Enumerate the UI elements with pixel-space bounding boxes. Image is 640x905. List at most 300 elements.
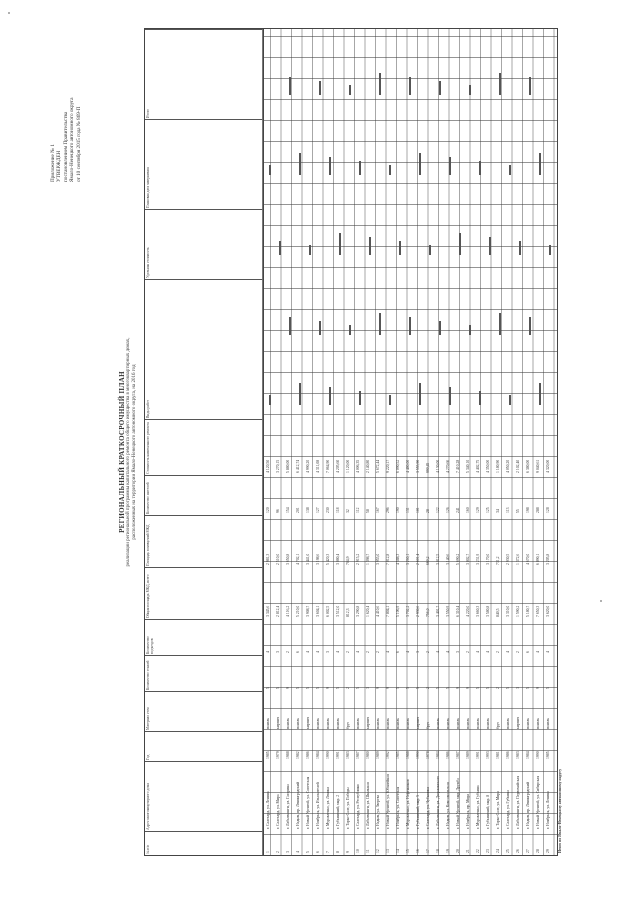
table-cell: 7 012,8	[386, 553, 390, 565]
table-cell: панель	[506, 717, 510, 729]
table-cell: 5	[486, 687, 490, 689]
scan-mark	[429, 245, 431, 255]
table-cell: 1984	[316, 751, 320, 759]
table-cell: кирпич	[276, 717, 280, 729]
table-cell: 1979	[276, 751, 280, 759]
table-cell: 118	[336, 507, 340, 513]
table-cell: 3 080,4	[336, 553, 340, 565]
table-cell: панель	[456, 717, 460, 729]
table-row	[285, 29, 295, 855]
table-cell: 9 220,17	[386, 459, 390, 473]
table-cell: 5	[416, 687, 420, 689]
table-cell: 1985	[546, 751, 550, 759]
table-cell: 3 512,0	[336, 605, 340, 617]
table-cell: 2 510,0	[276, 553, 280, 565]
table-cell: 7 410,28	[456, 459, 460, 473]
table-cell: 9	[456, 687, 460, 689]
table-cell: 296	[386, 507, 390, 513]
table-cell: 4	[336, 651, 340, 653]
table-cell: 58	[366, 509, 370, 513]
approval-line: Приложение № 1	[50, 144, 56, 182]
table-row	[415, 29, 425, 855]
table-cell: 1987	[456, 751, 460, 759]
scan-mark	[269, 165, 271, 175]
table-cell: 4	[536, 651, 540, 653]
table-cell: 1988	[406, 751, 410, 759]
table-cell: панель	[296, 717, 300, 729]
scan-mark	[449, 387, 451, 405]
table-cell: 6	[396, 651, 400, 653]
scan-mark	[279, 241, 281, 255]
table-cell: 5	[546, 687, 550, 689]
table-cell: 1 120,00	[346, 459, 350, 473]
table-cell: 1993	[486, 751, 490, 759]
table-cell: 4	[486, 651, 490, 653]
table-cell: 5 880,00	[286, 459, 290, 473]
table-cell: 4	[436, 651, 440, 653]
table-cell: 28	[536, 849, 540, 853]
table-cell: 5 690,2	[456, 553, 460, 565]
table-row	[455, 29, 465, 855]
table-cell: 127	[316, 507, 320, 513]
table-cell: 13	[386, 849, 390, 853]
table-row	[475, 29, 485, 855]
table-cell: г. Салехард, ул. Мира	[276, 794, 280, 829]
table-cell: 96	[276, 509, 280, 513]
table-cell: 3 345,6	[266, 605, 270, 617]
table-cell: г. Лабытнанги, ул. Первомайская	[516, 775, 520, 829]
table-cell: панель	[396, 717, 400, 729]
table-cell: 1 180,90	[496, 459, 500, 473]
table-cell: 3 205,8	[546, 553, 550, 565]
table-cell: 5	[306, 687, 310, 689]
header-cell: Материал стен	[145, 691, 263, 731]
table-cell: 27	[526, 849, 530, 853]
table-cell: 3 955,0	[376, 553, 380, 565]
table-cell: 1985	[396, 751, 400, 759]
scan-mark	[469, 325, 471, 335]
table-cell: 2	[276, 851, 280, 853]
table-row	[465, 29, 475, 855]
table-cell: 6 090,52	[396, 459, 400, 473]
table-cell: 1987	[356, 751, 360, 759]
table-cell: 3 604,1	[316, 605, 320, 617]
table-cell: 4 311,08	[316, 459, 320, 473]
table-cell: панель	[526, 717, 530, 729]
table-cell: 1991	[336, 751, 340, 759]
scan-speck	[8, 12, 10, 14]
table-cell: 4 220,0	[466, 605, 470, 617]
table-cell: кирпич	[306, 717, 310, 729]
table-cell: 32	[346, 509, 350, 513]
table-cell: 1986	[506, 751, 510, 759]
table-cell: г. Новый Уренгой, ул. Советская	[306, 776, 310, 829]
table-cell: 756,0	[426, 608, 430, 617]
table-cell: 167	[376, 507, 380, 513]
table-cell: 10	[356, 849, 360, 853]
header-cell: № п/п	[145, 831, 263, 855]
table-cell: 2 812,4	[276, 605, 280, 617]
table-row	[335, 29, 345, 855]
table-cell: 125	[486, 507, 490, 513]
header-cell: Удельная стоимость	[145, 209, 263, 279]
table-cell: 2	[516, 651, 520, 653]
table-cell: 1988	[286, 751, 290, 759]
table-cell: 5	[316, 687, 320, 689]
table-row	[345, 29, 355, 855]
table-cell: г. Новый Уренгой, мкр. Дружба	[456, 778, 460, 829]
table-cell: 4 402,75	[476, 459, 480, 473]
table-cell: г. Надым, ул. Зверева	[376, 794, 380, 829]
scan-mark	[389, 165, 391, 175]
table-cell: 3	[276, 651, 280, 653]
table-cell: 7 804,1	[386, 605, 390, 617]
table-cell: 4	[506, 651, 510, 653]
table-cell: 6	[316, 851, 320, 853]
scan-mark	[539, 383, 541, 405]
document-subtitle: расположенных на территории Ямало-Ненецкого автономного округа, на 2016 год	[132, 364, 137, 540]
table-cell: 4 588,3	[396, 553, 400, 565]
table-cell: 34	[496, 509, 500, 513]
scan-speck	[600, 600, 602, 602]
table-cell: 5	[396, 687, 400, 689]
table-cell: 3 270,15	[276, 459, 280, 473]
table-cell: панель	[406, 717, 410, 729]
table-cell: 9	[386, 687, 390, 689]
table-cell: 840,5	[496, 608, 500, 617]
table-cell: 3 231,9	[476, 553, 480, 565]
table-cell: 4 205,60	[336, 459, 340, 473]
table-cell: 5	[336, 687, 340, 689]
table-cell: г. Салехард, ул. Губкина	[506, 790, 510, 829]
table-cell: 4 350,00	[486, 459, 490, 473]
scan-mark	[389, 395, 391, 405]
table-cell: 11	[366, 849, 370, 853]
table-cell: 5	[436, 687, 440, 689]
table-cell: 1984	[436, 751, 440, 759]
table-cell: г. Тарко-Сале, ул. Мира	[496, 791, 500, 829]
table-cell: 25	[506, 849, 510, 853]
table-cell: панель	[386, 717, 390, 729]
table-cell: г. Ноябрьск, ул. Изыскателей	[316, 782, 320, 829]
table-row	[515, 29, 525, 855]
scan-mark	[509, 165, 511, 175]
table-cell: панель	[336, 717, 340, 729]
scan-mark	[439, 81, 441, 95]
table-cell: г. Салехард, ул. Республики	[356, 784, 360, 829]
table-cell: 126	[446, 507, 450, 513]
table-cell: 1 590,2	[516, 605, 520, 617]
approval-block	[50, 32, 82, 182]
table-cell: 4	[476, 651, 480, 653]
table-cell: 5 210,0	[296, 605, 300, 617]
table-cell: 990,45	[426, 462, 430, 473]
table-cell: 8	[336, 851, 340, 853]
header-cell: Количество жителей	[145, 475, 263, 515]
table-cell: 1983	[516, 751, 520, 759]
table-cell: 9 040,61	[536, 459, 540, 473]
scan-mark	[359, 161, 361, 175]
table-cell: 2	[366, 651, 370, 653]
table-cell: 1992	[386, 751, 390, 759]
table-cell: 9	[466, 687, 470, 689]
table-cell: 3	[326, 651, 330, 653]
table-row	[545, 29, 555, 855]
table-cell: панель	[476, 717, 480, 729]
header-cell: Общая площадь МКД, всего	[145, 567, 263, 619]
scan-mark	[299, 383, 301, 405]
table-cell: 6 380,00	[526, 459, 530, 473]
table-cell: 1985	[266, 751, 270, 759]
scan-mark	[399, 241, 401, 255]
table-cell: 5	[406, 687, 410, 689]
table-cell: 1990	[416, 751, 420, 759]
table-cell: 1986	[446, 751, 450, 759]
scan-mark	[319, 81, 321, 95]
table-cell: 55	[516, 509, 520, 513]
table-cell: 5 672,44	[376, 459, 380, 473]
scan-mark	[459, 233, 461, 255]
table-cell: 5	[476, 687, 480, 689]
table-cell: 1986	[306, 751, 310, 759]
table-cell: 1	[266, 851, 270, 853]
table-row	[445, 29, 455, 855]
header-cell: Стоимость капитального ремонта	[145, 419, 263, 475]
table-cell: кирпич	[366, 717, 370, 729]
scan-mark	[379, 313, 381, 335]
table-cell: 16	[416, 849, 420, 853]
total-row	[557, 29, 567, 855]
table-cell: 128	[546, 507, 550, 513]
table-row	[495, 29, 505, 855]
approval-line: постановлением Правительства	[62, 111, 69, 182]
table-cell: 9	[376, 687, 380, 689]
table-cell: 660,2	[426, 556, 430, 565]
approval-line: Ямало-Ненецкого автономного округа	[69, 97, 76, 182]
table-cell: 3 401,7	[436, 605, 440, 617]
table-cell: г. Муравленко, ул. Губкина	[476, 785, 480, 829]
table-cell: 129	[476, 507, 480, 513]
table-cell: 2	[346, 687, 350, 689]
scan-mark	[289, 77, 291, 95]
table-cell: 4 120,50	[266, 459, 270, 473]
table-cell: 3 555,90	[416, 459, 420, 473]
table-row	[435, 29, 445, 855]
table-cell: 5 420,3	[326, 553, 330, 565]
plan-table	[144, 28, 562, 856]
table-cell: панель	[356, 717, 360, 729]
table-cell: 17	[426, 849, 430, 853]
table-cell: 4 006,35	[356, 459, 360, 473]
scan-mark	[499, 73, 501, 95]
scan-mark	[419, 153, 421, 175]
table-cell: г. Муравленко, ул. Ленина	[326, 786, 330, 829]
scan-mark	[349, 85, 351, 95]
table-cell: 4	[266, 651, 270, 653]
table-cell: 4 116,2	[286, 605, 290, 617]
table-cell: панель	[286, 717, 290, 729]
document-subtitle: реализации региональной программы капитального ремонта общего имущества в многоквартирных домах,	[126, 337, 131, 567]
table-cell: г. Ноябрьск, пр. Мира	[466, 793, 470, 829]
table-cell: 3 908,7	[306, 605, 310, 617]
table-cell: г. Ноябрьск, ул. Советская	[396, 786, 400, 829]
table-cell: 2 930,5	[506, 553, 510, 565]
table-cell: г. Надым, пр. Ленинградский	[296, 781, 300, 829]
table-cell: 1991	[476, 751, 480, 759]
scan-mark	[539, 153, 541, 175]
table-cell: 201	[296, 507, 300, 513]
table-header	[145, 29, 264, 855]
table-cell: 2	[496, 687, 500, 689]
table-cell: 5	[306, 851, 310, 853]
table-cell: 4 990,20	[306, 459, 310, 473]
scan-mark	[499, 313, 501, 335]
scan-mark	[269, 395, 271, 405]
scan-mark	[299, 153, 301, 175]
table-cell: г. Ноябрьск, ул. Ленина	[546, 791, 550, 829]
total-label: Итого по Ямало-Ненецкому автономному округу	[558, 768, 562, 853]
table-cell: 4	[296, 851, 300, 853]
table-cell: панель	[536, 717, 540, 729]
table-cell: 198	[526, 507, 530, 513]
scan-mark	[289, 317, 291, 335]
table-cell: 2 930,6	[416, 605, 420, 617]
header-cell: Адрес многоквартирного дома	[145, 761, 263, 831]
table-cell: 20	[456, 849, 460, 853]
table-cell: 19	[446, 849, 450, 853]
table-row	[525, 29, 535, 855]
table-cell: 2	[426, 651, 430, 653]
table-cell: 3 290,8	[356, 605, 360, 617]
table-body	[263, 29, 562, 855]
table-row	[355, 29, 365, 855]
table-cell: г. Лабытнанги, ул. Школьная	[366, 782, 370, 829]
table-row	[265, 29, 275, 855]
table-cell: 3	[366, 687, 370, 689]
table-cell: 5	[506, 687, 510, 689]
table-cell: 9	[326, 687, 330, 689]
table-cell: 112	[356, 507, 360, 513]
table-row	[325, 29, 335, 855]
table-cell: 4 130,00	[436, 459, 440, 473]
table-cell: 4 670,0	[526, 553, 530, 565]
table-cell: панель	[546, 717, 550, 729]
table-cell: 1989	[376, 751, 380, 759]
table-cell: 6 310,4	[456, 605, 460, 617]
table-cell: 3 620,0	[546, 605, 550, 617]
table-cell: 28	[426, 509, 430, 513]
document-title: РЕГИОНАЛЬНЫЙ КРАТКОСРОЧНЫЙ ПЛАН	[118, 371, 126, 533]
table-cell: 3 802,7	[466, 553, 470, 565]
table-cell: 1978	[426, 751, 430, 759]
table-row	[535, 29, 545, 855]
table-cell: 1 372,6	[516, 553, 520, 565]
table-cell: 9	[536, 687, 540, 689]
scan-mark	[479, 391, 481, 405]
table-cell: 4 410,6	[376, 605, 380, 617]
table-cell: 3	[416, 651, 420, 653]
table-cell: 3 441,0	[306, 553, 310, 565]
table-cell: 1990	[326, 751, 330, 759]
table-cell: 122	[436, 507, 440, 513]
table-cell: 3	[456, 651, 460, 653]
table-cell: 4 270,66	[446, 459, 450, 473]
table-cell: 5 180,7	[526, 605, 530, 617]
table-cell: 3 310,0	[506, 605, 510, 617]
scan-mark	[319, 321, 321, 335]
approval-line: от 10 сентября 2015 года № 869-П	[75, 106, 82, 182]
table-row	[275, 29, 285, 855]
table-cell: г. Губкинский, мкр. 8	[486, 794, 490, 829]
table-cell: 154	[286, 507, 290, 513]
table-cell: брус	[496, 721, 500, 729]
table-cell: 812,3	[346, 608, 350, 617]
table-cell: 1982	[296, 751, 300, 759]
scan-mark	[329, 157, 331, 175]
table-cell: 6 890,1	[536, 553, 540, 565]
table-cell: 731,2	[496, 556, 500, 565]
scan-mark	[309, 245, 311, 255]
table-cell: 704,9	[346, 556, 350, 565]
table-cell: 2 601,4	[416, 553, 420, 565]
table-cell: брус	[426, 721, 430, 729]
table-row	[365, 29, 375, 855]
header-cell: Площадь помещений МКД	[145, 515, 263, 567]
table-cell: 3	[516, 687, 520, 689]
table-cell: 113	[506, 507, 510, 513]
table-cell: 9	[346, 851, 350, 853]
scan-mark	[419, 383, 421, 405]
table-cell: 1 620,4	[366, 605, 370, 617]
table-cell: 22	[476, 849, 480, 853]
table-row	[385, 29, 395, 855]
table-cell: 241	[456, 507, 460, 513]
scan-mark	[359, 391, 361, 405]
table-cell: 5	[446, 687, 450, 689]
table-cell: 3 580,8	[486, 605, 490, 617]
table-cell: 190	[396, 507, 400, 513]
table-cell: панель	[466, 717, 470, 729]
table-row	[425, 29, 435, 855]
scan-mark	[339, 233, 341, 255]
table-cell: г. Надым, ул. Комсомольская	[446, 782, 450, 829]
table-cell: панель	[266, 717, 270, 729]
table-cell: 4 702,1	[296, 553, 300, 565]
table-row	[315, 29, 325, 855]
table-cell: г. Губкинский, мкр. 2	[336, 794, 340, 829]
table-cell: г. Надым, пр. Ленинградский	[526, 781, 530, 829]
table-cell: 21	[466, 849, 470, 853]
scan-mark	[439, 321, 441, 335]
table-cell: 4	[316, 651, 320, 653]
scan-mark	[509, 395, 511, 405]
table-cell: 26	[516, 849, 520, 853]
table-cell: 6 002,5	[326, 605, 330, 617]
table-cell: панель	[446, 717, 450, 729]
table-cell: панель	[436, 717, 440, 729]
table-cell: 160	[466, 507, 470, 513]
table-cell: 1 398,7	[366, 553, 370, 565]
table-cell: 2 915,2	[356, 553, 360, 565]
scan-mark	[529, 317, 531, 335]
table-cell: 101	[416, 507, 420, 513]
table-cell: 3 170,0	[486, 553, 490, 565]
table-cell: г. Новый Уренгой, ул. Юбилейная	[386, 774, 390, 829]
table-row	[395, 29, 405, 855]
scan-mark	[449, 157, 451, 175]
table-cell: 1990	[536, 751, 540, 759]
table-cell: 6 412,74	[296, 459, 300, 473]
